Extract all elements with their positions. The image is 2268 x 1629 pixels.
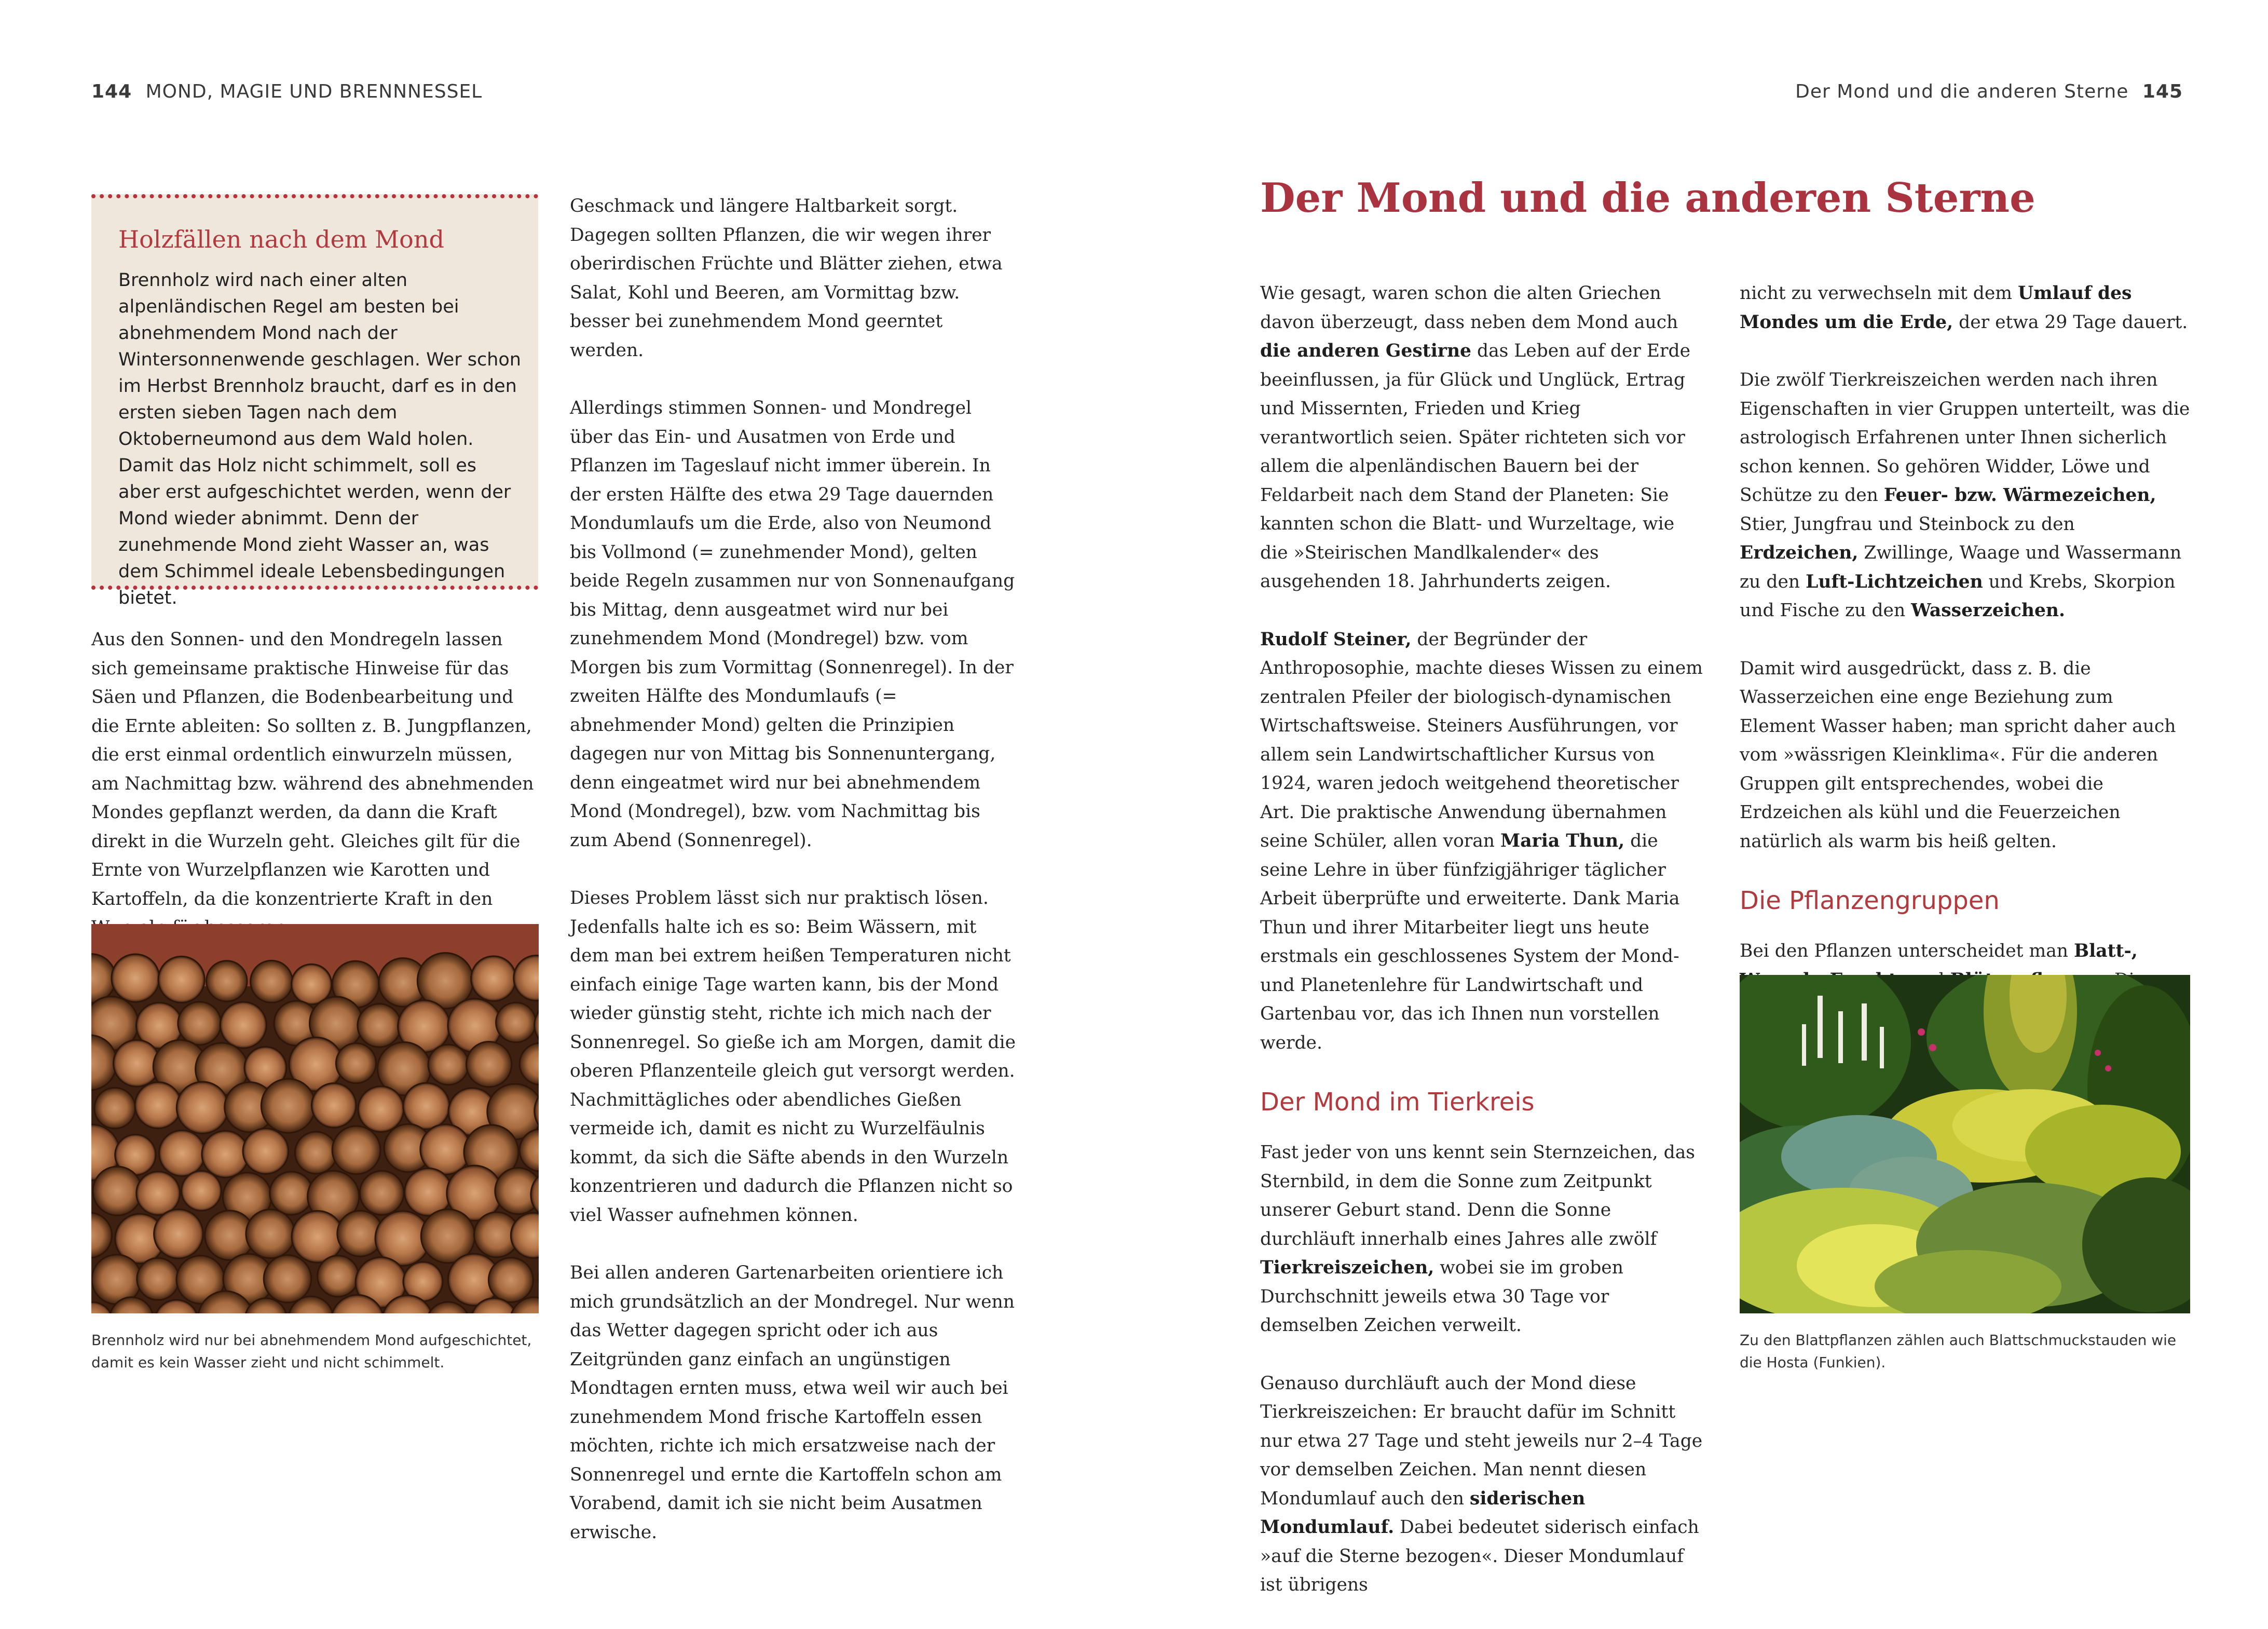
log-end (488, 1258, 533, 1302)
paragraph: Bei allen anderen Gartenarbeiten orientiere ich mich grundsätzlich an der Mondregel. Nur wenn das Wetter dagegen spricht oder ich aus Zeitgründen ganz einfach an ungünstigen Mondtagen ernten muss, etwa weil wir auch bei zunehmendem Mond frische Kartoffeln essen möchten, richte ich mich ersatzweise nach der Sonnenregel und ernte die Kartoffeln schon am Vorabend, damit ich sie nicht beim Ausatmen erwische. (570, 1263, 1015, 1543)
log-end (318, 1256, 359, 1297)
log-end (496, 1002, 536, 1042)
column-4 (1740, 279, 2190, 1053)
log-end (154, 1209, 203, 1258)
hosta-garden-photo (1740, 975, 2190, 1313)
log-end (311, 1083, 356, 1128)
log-end (159, 1130, 205, 1176)
log-end (176, 1082, 228, 1134)
log-end (336, 1043, 376, 1083)
log-end (93, 1166, 142, 1215)
log-end (358, 1087, 404, 1132)
log-end (360, 1171, 404, 1215)
paragraph: Geschmack und längere Haltbarkeit sorgt. Dagegen sollten Pflanzen, die wir wegen ihrer oberirdischen Früchte und Blätter ziehen, etwa Salat, Kohl und Beeren, am Vormittag bzw. besser bei zunehmendem Mond geerntet werden. (570, 196, 1003, 361)
firewood-caption: Brennholz wird nur bei abnehmendem Mond aufgeschichtet, damit es kein Wasser zieht und nicht schimmelt. (91, 1332, 532, 1371)
log-end (112, 954, 159, 1002)
box-title: Holzfällen nach dem Mond (118, 225, 444, 253)
log-end (182, 1171, 222, 1211)
log-end (178, 1002, 221, 1045)
log-end (246, 1210, 295, 1258)
log-end (137, 1258, 179, 1300)
log-end (428, 1044, 469, 1085)
box-text: Brennholz wird nach einer alten alpenländischen Regel am besten bei abnehmendem Mond nach der Wintersonnenwende geschlagen. Wer schon im Herbst Brennholz braucht, darf es in den ersten sieben Tagen nach dem Oktoberneumond aus dem Wald holen. Damit das Holz nicht schimmelt, soll es aber erst aufgeschichtet werden, wenn der Mond wieder abnimmt. Denn der zunehmende Mond zieht Wasser an, was dem Schimmel ideale Lebensbedingungen bietet. (118, 270, 521, 608)
paragraph: nicht zu verwechseln mit dem Umlauf des Mondes um die Erde, der etwa 29 Tage dauert. (1740, 283, 2188, 333)
garden-illustration (1740, 975, 2190, 1313)
log-end (403, 1083, 449, 1129)
log-end (264, 1255, 311, 1303)
firewood-photo (91, 924, 539, 1313)
log-end (220, 1002, 266, 1048)
firewood-illustration (91, 924, 539, 1313)
paragraph: Die zwölf Tierkreiszeichen werden nach ihren Eigenschaften in vier Gruppen unterteilt, was die astrologisch Erfahrenen unter Ihnen sicherlich schon kennen. So gehören Widder, Löwe und Schütze zu den Feuer- bzw. Wärmezeichen, Stier, Jungfrau und Steinbock zu den Erdzeichen, Zwillinge, Waage und Wassermann zu den Luft-Lichtzeichen und Krebs, Skorpion und Fische zu den Wasserzeichen. (1740, 370, 2190, 621)
log-end (358, 1004, 401, 1048)
subheading-pflanzengruppen: Die Pflanzengruppen (1740, 886, 2000, 915)
log-end (471, 956, 516, 1001)
log-end (332, 1126, 380, 1174)
log-end (251, 960, 293, 1002)
paragraph: Bei den Pflanzen unterscheidet man Blatt-, (1740, 941, 2138, 961)
log-end (270, 1172, 313, 1215)
paragraph: Fast jeder von uns kennt sein Sternzeichen, das Sternbild, in dem die Sonne zum Zeitpunkt unserer Geburt stand. Denn die Sonne durchläuft innerhalb eines Jahres alle zwölf Tierkreiszeichen, wobei sie im groben Durchschnitt jeweils etwa 30 Tage vor demselben Zeichen verweilt. (1260, 1142, 1695, 1336)
chapter-heading: Der Mond und die anderen Sterne (1260, 174, 2035, 222)
log-end (292, 1211, 344, 1263)
log-end (466, 1042, 511, 1087)
log-end (94, 1088, 135, 1129)
log-end (136, 1172, 180, 1215)
log-end (243, 1129, 289, 1174)
column-2 (570, 192, 1017, 1576)
paragraph: Rudolf Steiner, der Begründer der Anthroposophie, machte dieses Wissen zu einem zentralen Pfeiler der biologisch-dynamischen Wirtschaftsweise. Steiners Ausführungen, vor allem sein Landwirtschaftlicher Kursus von 1924, waren jedoch weitgehend theoretischer Art. Die praktische Anwendung übernahmen seine Schüler, allen voran Maria Thun, die seine Lehre in über fünfzigjähriger täglicher Arbeit überprüfte und erweiterte. Dank Maria Thun und ihrer Mitarbeiter liegt uns heute erstmals ein geschlossenes System der Mond- und Planetenlehre für Landwirtschaft und Gartenbau vor, das ich Ihnen nun vorstellen werde. (1260, 629, 1703, 1053)
running-head-title-left: MOND, MAGIE UND BRENNNESSEL (145, 81, 483, 102)
log-end (207, 961, 247, 1001)
paragraph: Wie gesagt, waren schon die alten Griechen davon überzeugt, dass neben dem Mond auch die anderen Gestirne das Leben auf der Erde beeinflussen, ja für Glück und Unglück, Ertrag und Missernten, Frieden und Krieg verantwortlich seien. Später richteten sich vor allem die alpenländischen Bauern bei der Feldarbeit nach dem Stand der Planeten: Sie kannten schon die Blatt- und Wurzeltage, wie die »Steirischen Mandlkalender« des ausgehenden 18. Jahrhunderts zeigen. (1260, 283, 1690, 592)
column-1 (91, 626, 539, 972)
subheading-tierkreis: Der Mond im Tierkreis (1260, 1088, 1535, 1117)
left-running-head (85, 81, 482, 102)
page-number-right: 145 (2142, 81, 2183, 102)
page-number-left: 144 (91, 81, 132, 102)
box-top-divider (91, 194, 538, 198)
paragraph: Dieses Problem lässt sich nur praktisch lösen. Jedenfalls halte ich es so: Beim Wässern, mit dem man bei extrem heißen Temperaturen nicht einfach einige Tage warten kann, bis der Mond wieder günstig steht, richte ich mich nach der Sonnenregel. So gieße ich am Morgen, damit die oberen Pflanzenteile gleich gut versorgt werden. Nachmittägliches oder abendliches Gießen vermeide ich, damit es nicht zu Wurzelfäulnis kommt, da sich die Säfte abends in den Wurzeln konzentrieren und dadurch die Pflanzen nicht so viel Wasser aufnehmen können. (570, 888, 1016, 1226)
log-end (295, 1132, 337, 1174)
paragraph: Genauso durchläuft auch der Mond diese Tierkreiszeichen: Er braucht dafür im Schnitt nur etwa 27 Tage und steht jeweils nur 2–4 Tage vor demselben Zeichen. Man nennt diesen Mondumlauf auch den siderischen Mondumlauf. Dabei bedeutet siderisch einfach »auf die Sterne bezogen«. Dieser Mondumlauf ist übrigens (1260, 1373, 1703, 1595)
log-end (202, 1131, 249, 1177)
log-end (261, 1079, 315, 1133)
right-running-head (1795, 81, 2190, 102)
hosta-caption: Zu den Blattpflanzen zählen auch Blattschmuckstauden wie die Hosta (Funkien). (1740, 1332, 2177, 1371)
log-end (158, 956, 204, 1002)
paragraph: Allerdings stimmen Sonnen- und Mondregel über das Ein- und Ausatmen von Erde und Pflanzen im Tageslauf nicht immer überein. In der ersten Hälfte des etwa 29 Tage dauernden Mondumlaufs um die Erde, also von Neumond bis Vollmond (= zunehmender Mond), gelten beide Regeln zusammen nur von Sonnenaufgang bis Mittag, denn ausgeatmet wird nur bei zunehmendem Mond (Mondregel) bzw. vom Morgen bis zum Vormittag (Sonnenregel). In der zweiten Hälfte des Mondumlaufs (= abnehmender Mond) gelten die Prinzipien dagegen nur von Mittag bis Sonnenuntergang, denn eingeatmet wird nur bei abnehmendem Mond (Mondregel), bzw. vom Nachmittag bis zum Abend (Sonnenregel). (570, 398, 1015, 851)
paragraph: Damit wird ausgedrückt, dass z. B. die Wasserzeichen eine enge Beziehung zum Element Wasser haben; man spricht daher auch vom »wässrigen Kleinklima«. Für die anderen Gruppen gilt entsprechendes, wobei die Erdzeichen als kühl und die Feuerzeichen natürlich als warm bis heiß gelten. (1740, 658, 2176, 852)
column-3 (1260, 279, 1707, 1629)
log-end (135, 1082, 181, 1128)
running-head-title-right: Der Mond und die anderen Sterne (1795, 81, 2129, 102)
paragraph: Aus den Sonnen- und den Mondregeln lassen sich gemeinsame praktische Hinweise für das Säen und Pflanzen, die Bodenbearbeitung und die Ernte ableiten: So sollten z. B. Jungpflanzen, die erst einmal ordentlich einwurzeln müssen, am Nachmittag bzw. während des abnehmenden Mondes gepflanzt werden, da dann die Kraft direkt in die Wurzeln geht. Gleiches gilt für die Ernte von Wurzelpflanzen wie Karotten und Kartoffeln, da die konzentrierte Kraft in den (91, 629, 534, 909)
